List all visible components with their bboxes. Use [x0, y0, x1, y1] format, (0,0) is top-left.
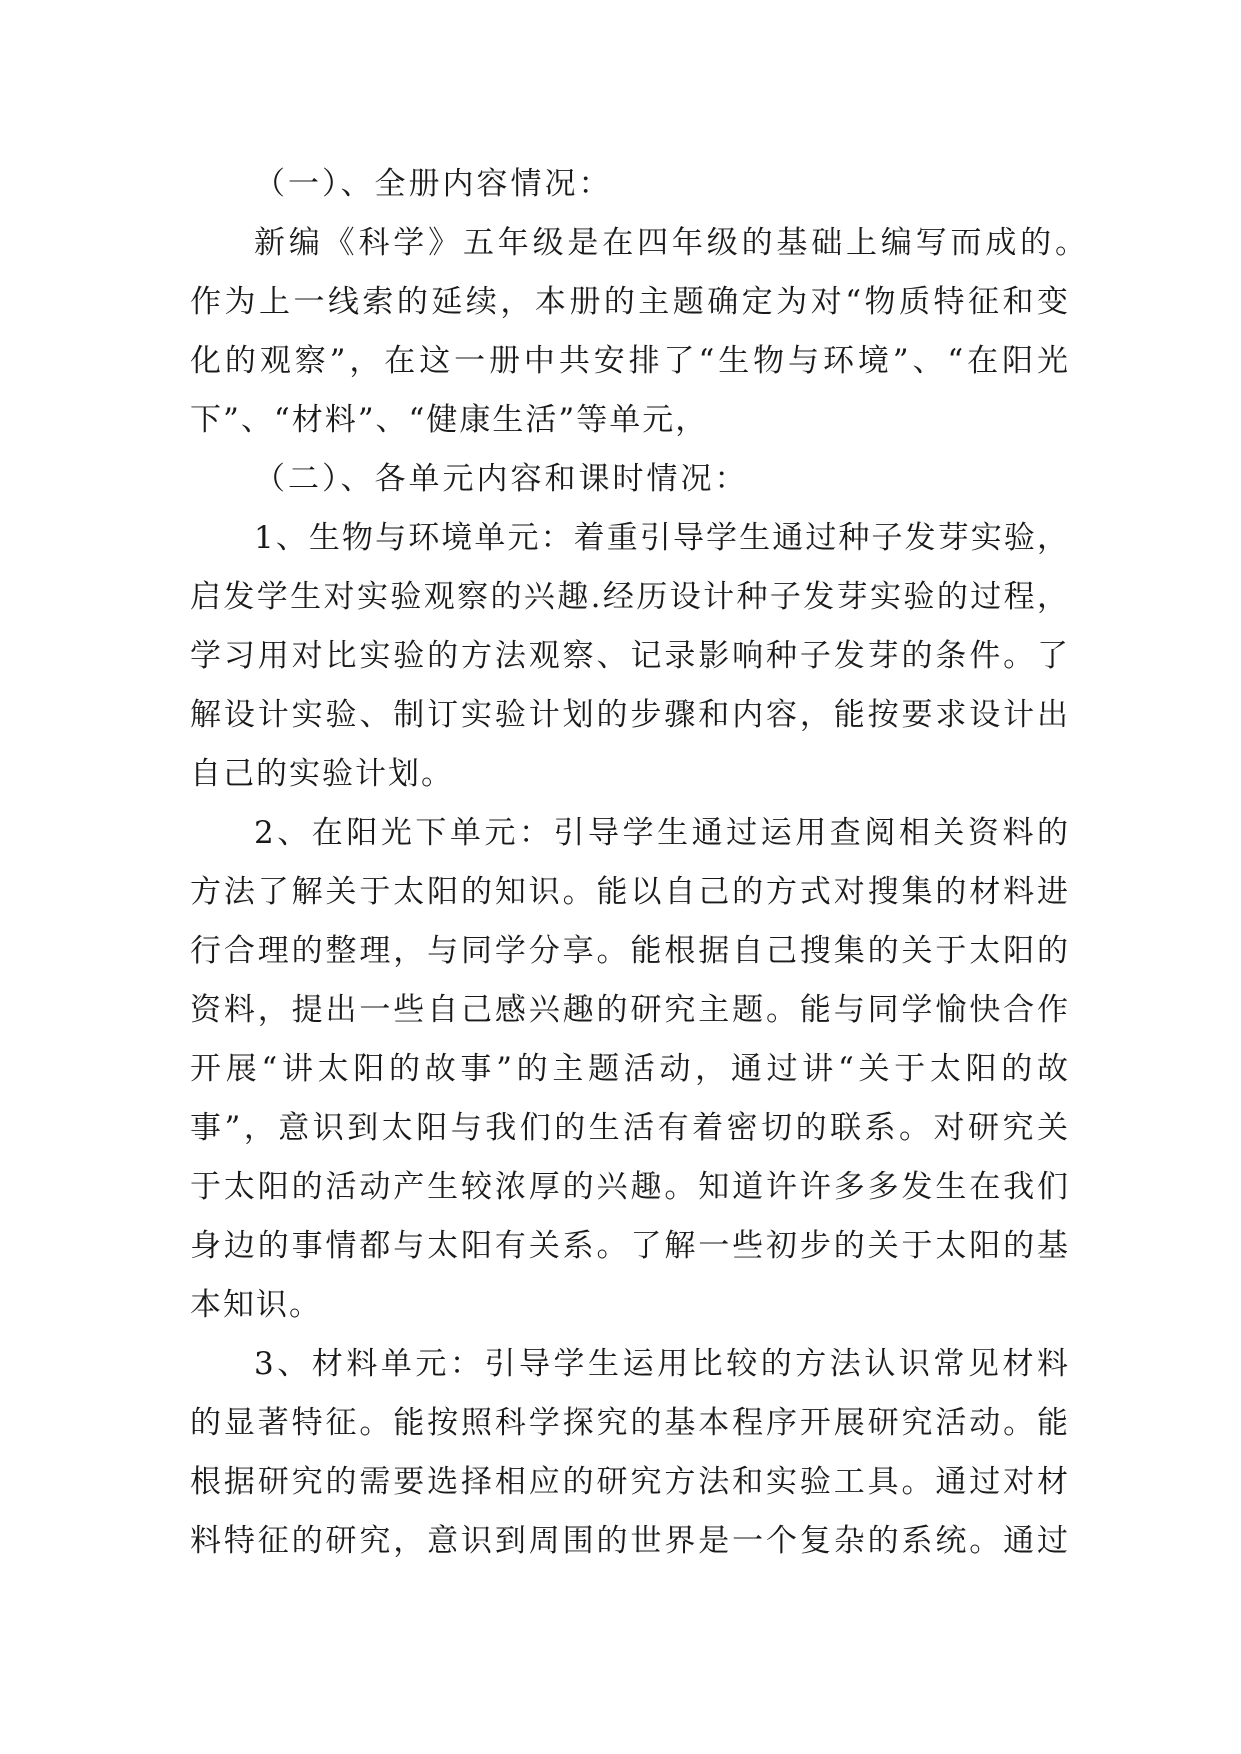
text-line: 3、材料单元：引导学生运用比较的方法认识常见材料 [254, 1346, 1070, 1382]
text-line: 本知识。 [190, 1287, 322, 1323]
text-line: 新编《科学》五年级是在四年级的基础上编写而成的。 [254, 225, 1088, 261]
paragraph-overview [190, 214, 1088, 450]
section-heading-2: （二）、各单元内容和课时情况： [254, 461, 749, 497]
text-line: 自己的实验计划。 [190, 756, 454, 792]
text-line: 方法了解关于太阳的知识。能以自己的方式对搜集的材料进 [190, 874, 1070, 910]
text-line: 开展“讲太阳的故事”的主题活动，通过讲“关于太阳的故 [190, 1051, 1070, 1087]
text-line: 的显著特征。能按照科学探究的基本程序开展研究活动。能 [190, 1405, 1070, 1441]
text-line: 根据研究的需要选择相应的研究方法和实验工具。通过对材 [190, 1464, 1070, 1500]
paragraph-unit-2 [190, 804, 1070, 1335]
text-line: 化的观察”，在这一册中共安排了“生物与环境”、“在阳光 [190, 343, 1070, 379]
section-heading-1: （一）、全册内容情况： [254, 166, 613, 202]
text-line: 于太阳的活动产生较浓厚的兴趣。知道许许多多发生在我们 [190, 1169, 1070, 1205]
text-line: 事”，意识到太阳与我们的生活有着密切的联系。对研究关 [190, 1110, 1070, 1146]
text-line: 学习用对比实验的方法观察、记录影响种子发芽的条件。了 [190, 638, 1070, 674]
text-line: 下”、“材料”、“健康生活”等单元， [190, 402, 709, 438]
text-line: 2、在阳光下单元：引导学生通过运用查阅相关资料的 [254, 815, 1070, 851]
text-line: 料特征的研究，意识到周围的世界是一个复杂的系统。通过 [190, 1523, 1070, 1559]
text-line: 身边的事情都与太阳有关系。了解一些初步的关于太阳的基 [190, 1228, 1070, 1264]
paragraph-unit-3 [190, 1335, 1070, 1571]
text-line: 1、生物与环境单元：着重引导学生通过种子发芽实验， [254, 520, 1070, 556]
text-line: 资料，提出一些自己感兴趣的研究主题。能与同学愉快合作 [190, 992, 1070, 1028]
text-line: 行合理的整理，与同学分享。能根据自己搜集的关于太阳的 [190, 933, 1070, 969]
document-body [190, 155, 1088, 1571]
text-line: 解设计实验、制订实验计划的步骤和内容，能按要求设计出 [190, 697, 1070, 733]
text-line: 作为上一线索的延续，本册的主题确定为对“物质特征和变 [190, 284, 1070, 320]
paragraph-unit-1 [190, 509, 1070, 804]
text-line: 启发学生对实验观察的兴趣.经历设计种子发芽实验的过程， [190, 579, 1070, 615]
